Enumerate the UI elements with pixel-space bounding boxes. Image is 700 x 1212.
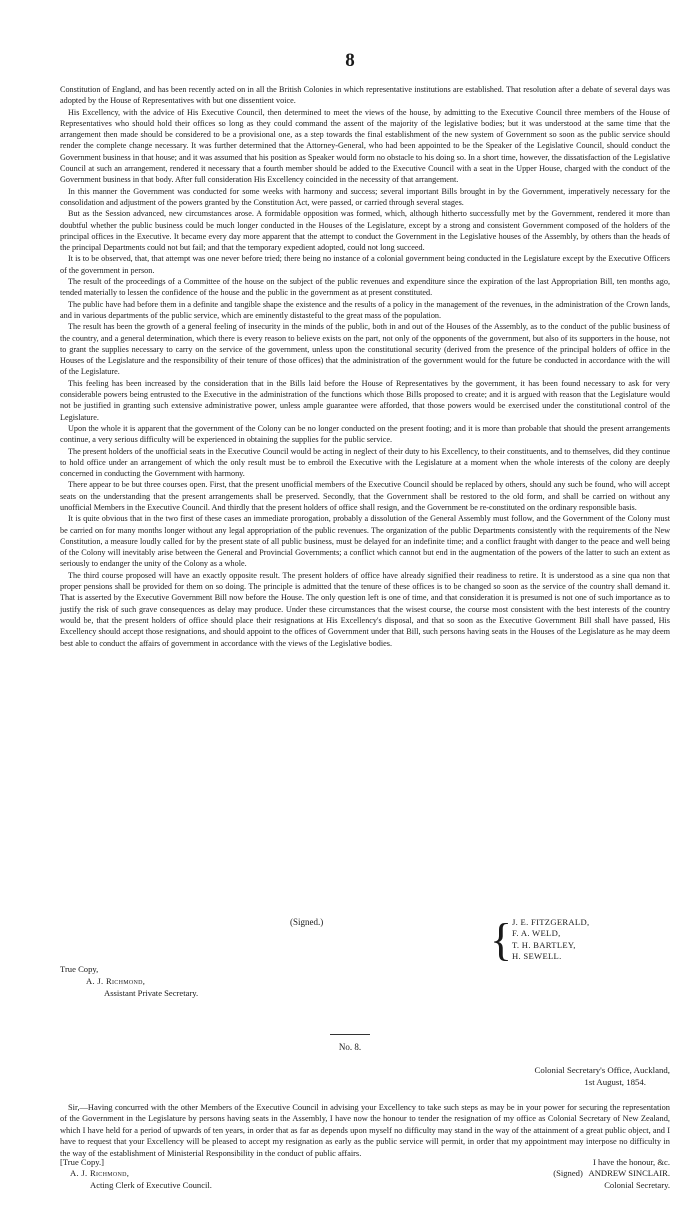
letter-body: [60, 1102, 670, 1159]
true-copy-attestation: [60, 963, 198, 999]
paragraph: Constitution of England, and has been recently acted on in all the British Colonies in which representative institutions are established. That resolution after a debate of several days was adopted by the House of Representatives with but one dissentient voice.: [60, 85, 670, 106]
memorandum-body: [60, 84, 670, 649]
section-divider: [330, 1034, 370, 1035]
signatory-name: T. H. BARTLEY,: [512, 939, 576, 950]
paragraph: The present holders of the unofficial seats in the Executive Council would be acting in neglect of their duty to his Excellency, to their constituents, and to themselves, did they continue to hold office under an arrangement of which the only result must be to embroil the Executive with the Legislature at a moment when the whole interests of the colony are deeply concerned in conducting the Government with harmony.: [60, 446, 670, 479]
signer-line: [553, 1168, 670, 1179]
true-copy-label: True Copy,: [60, 964, 99, 974]
attesting-secretary-name: A. J. Richmond,: [86, 976, 146, 986]
page-number: 8: [345, 50, 355, 71]
signer-title: Colonial Secretary.: [604, 1179, 670, 1190]
paragraph: The public have had before them in a definite and tangible shape the existence and the results of a policy in the management of the revenues, in the administration of the Crown lands, and in various departments of the public service, which are eminently distasteful to the great mass of the population.: [60, 299, 670, 320]
attesting-secretary-title: Assistant Private Secretary.: [104, 988, 199, 998]
signatory-list: [512, 917, 589, 962]
signer-name: ANDREW SINCLAIR.: [588, 1168, 670, 1179]
salutation: I have the honour, &c.: [593, 1157, 670, 1167]
paragraph: In this manner the Government was conducted for some weeks with harmony and success; several important Bills brought in by the Government, imperatively necessary for the consolidation and adjustment of the powers granted by the Constitution Act, were passed, or carried through several stages.: [60, 186, 670, 207]
paragraph: There appear to be but three courses open. First, that the present unofficial members of the Executive Council should be replaced by others, should any such be found, who will accept seats on the understanding that the present arrangements shall be preserved. Secondly, that the Government shall be restored to the old form, and shall be carried on without any unofficial Members in the Executive Council. And thirdly that the present holders of office shall resign, and the Government be re-constituted on the ordinary responsible basis.: [60, 480, 670, 512]
paragraph: The result of the proceedings of a Committee of the house on the subject of the public revenues and expenditure since the expiration of the last Appropriation Bill, ten months ago, tended materially to lessen the confidence of the house and the public in the government as at present constituted.: [60, 277, 670, 298]
signatory-name: H. SEWELL.: [512, 950, 562, 961]
paragraph: The result has been the growth of a general feeling of insecurity in the minds of the public, both in and out of the Houses of the Assembly, as to the conduct of the public business of the country, and a general determination, which there is every reason to believe exists on the part, not only of the opponents of the government, but also of its supporters in the house, not to grant the supplies necessary to carry on the service of the government, unless upon the constitutional security (derived from the presence of the principal holders of office in the Houses of the Legislature and the responsibility of their tenure of those offices) that the administration of the government would for the future be conducted in accordance with the will of the Legislature.: [60, 322, 670, 377]
paragraph: It is to be observed, that, that attempt was one never before tried; there being no instance of a colonial government being conducted in the Legislature except by the Executive Officers of the government in person.: [60, 254, 670, 275]
document-number: No. 8.: [338, 1042, 362, 1052]
office-address: Colonial Secretary's Office, Auckland,: [534, 1065, 670, 1075]
letter-date: 1st August, 1854.: [584, 1077, 646, 1087]
clerk-title: Acting Clerk of Executive Council.: [90, 1179, 212, 1190]
signed-mark: (Signed): [553, 1168, 583, 1179]
paragraph: This feeling has been increased by the consideration that in the Bills laid before the House of Representatives by the government, it has been found necessary to ask for very considerable powers being entrusted to the Executive in the administration of the functions which those Bills proposed to create; and it is argued with reason that the Legislature would not be justified in granting such extensive administrative power, unless ample guarantee were afforded, that those powers would be exercised under the constitutional control of the Legislature.: [60, 378, 670, 422]
paragraph: His Excellency, with the advice of His Executive Council, then determined to meet the views of the house, by admitting to the Executive Council three members of the House of Representatives who should hold their offices so long as they could command the assent of the majority of the legislative bodies; but it was understood at the same time that the arrangement then made should be considered to be a provisional one, as a step towards the final establishment of the new system of Government so soon as the public service should render the complete change necessary. It was further determined that the Attorney-General, who had been appointed to be the Speaker of the Legislative Council, should conduct the Government business in that house; and it was assumed that his position as Speaker would form no obstacle to his doing so. In a short time, however, the dissatisfaction of the Legislative Council at such an arrangement, rendered it necessary that a fourth member should be added to the Executive Council with a seat in the Upper House, charged with the conduct of the Government business in that body. After full consideration His Excellency coincided in the necessity of that arrangement.: [60, 107, 670, 185]
signatory-name: F. A. WELD,: [512, 928, 561, 939]
paragraph: But as the Session advanced, new circumstances arose. A formidable opposition was formed, which, although hitherto successfully met by the Government, rendered it more than doubtful whether the public business could be much longer conducted in the Houses of the Legislature, except by a strong and consistent Government composed of the holders of the principal offices in the Executive. It became every day more apparent that the attempt to conduct the Government in the Legislative houses of the Assembly, by others than the heads of the principal Departments could not but fail; and that the temporary expedient adopted, could not long succeed.: [60, 209, 670, 253]
brace-glyph: {: [490, 914, 513, 965]
paragraph: It is quite obvious that in the two first of these cases an immediate prorogation, probably a dissolution of the General Assembly must follow, and the Government of the Colony must be carried on for many months longer without any legal appropriation of the public revenues. The organization of the public Departments consistently with the requirements of the New Constitution, a measure loudly called for by the present state of all public business, must be delayed for an indefinite time; and a conflict fraught with danger to the peace and well being of the Colony will inevitably arise between the General and Provincial Governments; a conflict which cannot but end in the augmentation of the powers of the latter to such an extent as seriously to endanger the unity of the Colony as a whole.: [60, 514, 670, 569]
closing-true-copy: [True Copy.]: [60, 1157, 105, 1167]
paragraph: The third course proposed will have an exactly opposite result. The present holders of office have already signified their readiness to retire. It is understood as a sine qua non that proper pensions shall be provided for them on so doing. The principle is admitted that the tenure of these offices is to be changed so soon as the service of the country shall demand it. That is asserted by the Executive Government Bill now before the House. The only question left is one of time, and that consideration it is presumed is not one of such importance as to justify the risk of such grave consequences as delay may produce. Under these circumstances that the wisest course, the course most consistent with the best interests of the country would be, that the present holders of office should place their resignations at His Excellency's disposal, and that so soon as the Executive Government Bill shall have passed, His Excellency should accept those resignations, and should appoint to the offices of Government under that Bill, such persons having seats in the Houses of the Legislature as he may deem best able to conduct the affairs of government in accordance with the views of the Legislative bodies.: [60, 570, 670, 648]
paragraph: Upon the whole it is apparent that the government of the Colony can be no longer conducted on the present footing; and it is more than probable that should the present arrangements continue, a very serious difficulty will be experienced in obtaining the supplies for the public service.: [60, 423, 670, 445]
signed-label: (Signed.): [290, 917, 324, 927]
clerk-name: A. J. Richmond,: [70, 1168, 130, 1179]
letter-heading: [534, 1064, 670, 1088]
closing-signature: [553, 1157, 670, 1191]
signatory-name: J. E. FITZGERALD,: [512, 917, 590, 927]
letter-paragraph: Sir,—Having concurred with the other Members of the Executive Council in advising your Excellency to take such steps as may be in your power for securing the representation of the Government in the Legislature by persons having seats in the Assembly, I have now the honour to tender the resignation of my office as Colonial Secretary of New Zealand, which I have held for a period of upwards of ten years, in order that as far as depends upon myself no difficulty may stand in the way of the attainment of a great public object, and I have to request that your Excellency will be pleased to accept my resignation as early as the public service will permit, in order that my appointment may interpose no difficulty in the way of the establishment of Ministerial Responsibility in the conduct of public affairs.: [60, 1103, 670, 1158]
closing-attestation: [60, 1157, 212, 1191]
